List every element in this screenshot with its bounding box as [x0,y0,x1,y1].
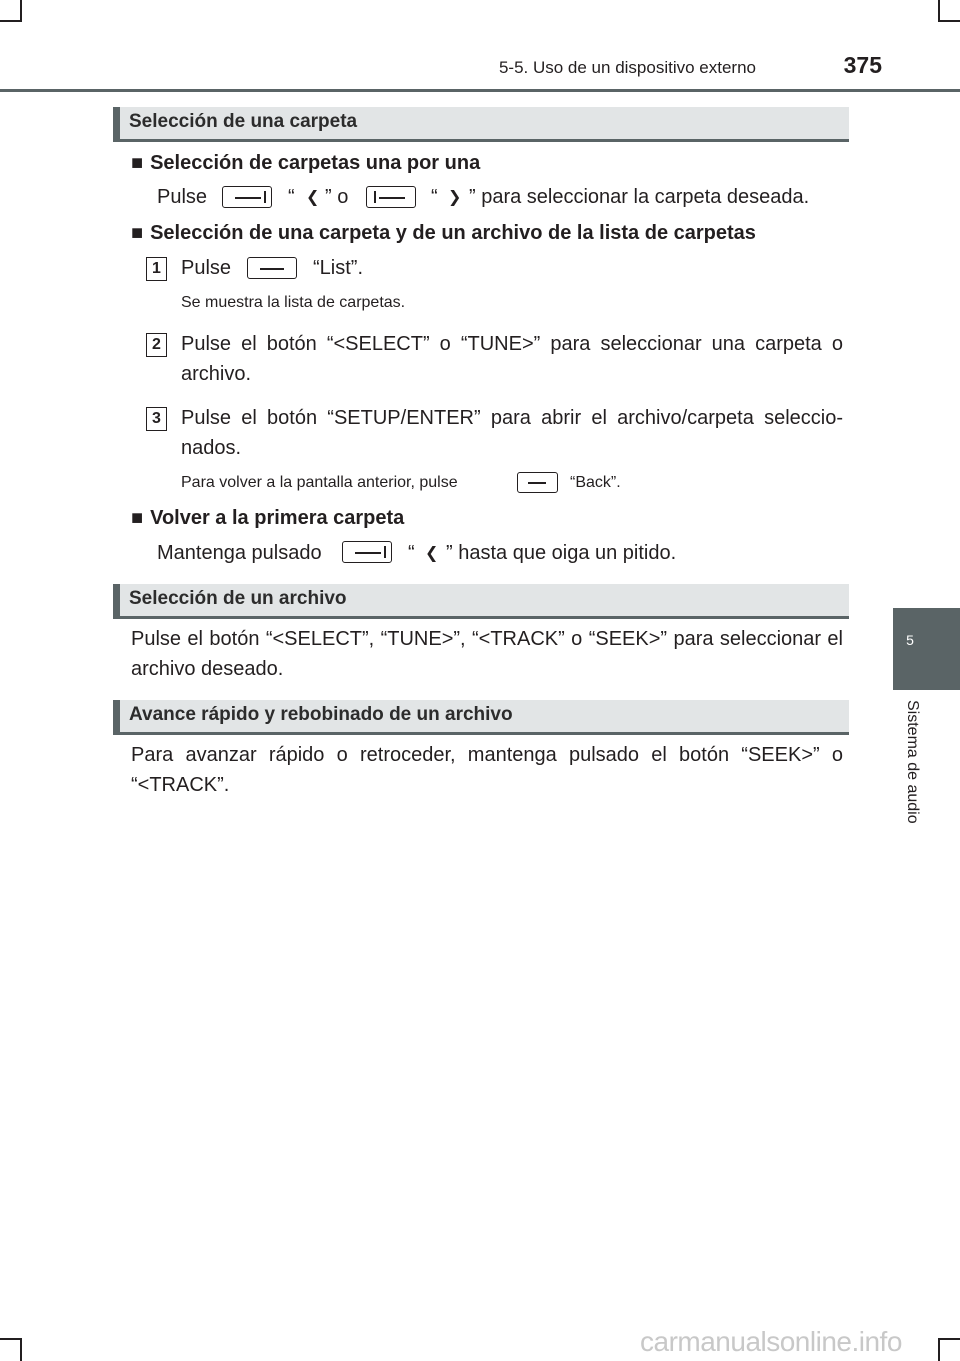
section-title: Selección de una carpeta [129,111,358,132]
step-number: 2 [146,333,167,357]
subheading-text: Selección de carpetas una por una [150,152,481,174]
center-button-icon [247,257,297,279]
crop-mark [20,1338,22,1361]
section-title: Avance rápido y rebobinado de un archivo [129,704,513,725]
step-number: 1 [146,257,167,281]
center-button-icon [517,472,558,493]
crop-mark [938,0,940,22]
step-number: 3 [146,407,167,431]
step3-note-back: “Back”. [570,474,621,491]
chevron-left-icon: ❮ [306,189,320,206]
quote-mark: “ [288,186,295,208]
running-header: 5-5. Uso de un dispositivo externo [498,58,756,77]
sub1-end-text: ” para seleccionar la carpeta deseada. [469,186,810,208]
sub1-pulse: Pulse [157,186,208,208]
crop-mark [0,1338,22,1340]
sub3-end-text: ” hasta que oiga un pitido. [446,542,677,564]
watermark: carmanualsonline.info [640,1326,902,1357]
right-knob-button-icon [222,186,272,208]
page-number: 375 [843,52,882,78]
square-bullet: ■ [131,507,144,529]
section-heading-seek [113,700,849,735]
sub3-text: Mantenga pulsado [157,542,322,564]
seek-text: Para avanzar rápido o retroceder, mantenga pulsado el botón “SEEK>” o “<TRACK”. [131,744,843,796]
step3-text: Pulse el botón “SETUP/ENTER” para abrir el archivo/carpeta seleccio-nados. [181,407,843,459]
square-bullet: ■ [131,152,144,174]
crop-mark [0,20,22,22]
section-heading-file [113,584,849,619]
crop-mark [938,20,960,22]
subheading-one-by-one [131,150,480,176]
chevron-right-icon: ❯ [448,189,462,206]
section-title: Selección de un archivo [129,588,347,609]
subheading-text: Selección de una carpeta y de un archivo de la lista de carpetas [150,222,756,244]
step3-note: Para volver a la pantalla anterior, pulse [181,474,458,491]
left-knob-button-icon [366,186,416,208]
quote-mark: “ [408,542,415,564]
chapter-title: Sistema de audio [904,700,921,824]
subheading-first-folder [131,505,404,531]
crop-mark [20,0,22,22]
sub1-mid-text: ” o [325,186,349,208]
step1-label: “List”. [313,257,363,279]
header-rule [0,89,960,92]
chapter-number: 5 [906,632,914,648]
quote-mark: “ [431,186,438,208]
step1-note: Se muestra la lista de carpetas. [181,294,406,311]
chevron-left-icon: ❮ [425,545,439,562]
file-text: Pulse el botón “<SELECT”, “TUNE>”, “<TRACK” o “SEEK>” para seleccionar el archivo deseado. [131,628,843,680]
right-knob-button-icon [342,541,392,563]
chapter-tab [893,608,960,690]
step2-text: Pulse el botón “<SELECT” o “TUNE>” para seleccionar una carpeta o archivo. [181,333,843,385]
step1-pulse: Pulse [181,257,232,279]
square-bullet: ■ [131,222,144,244]
subheading-text: Volver a la primera carpeta [150,507,405,529]
section-heading-folder [113,107,849,142]
subheading-folder-list [131,220,756,246]
